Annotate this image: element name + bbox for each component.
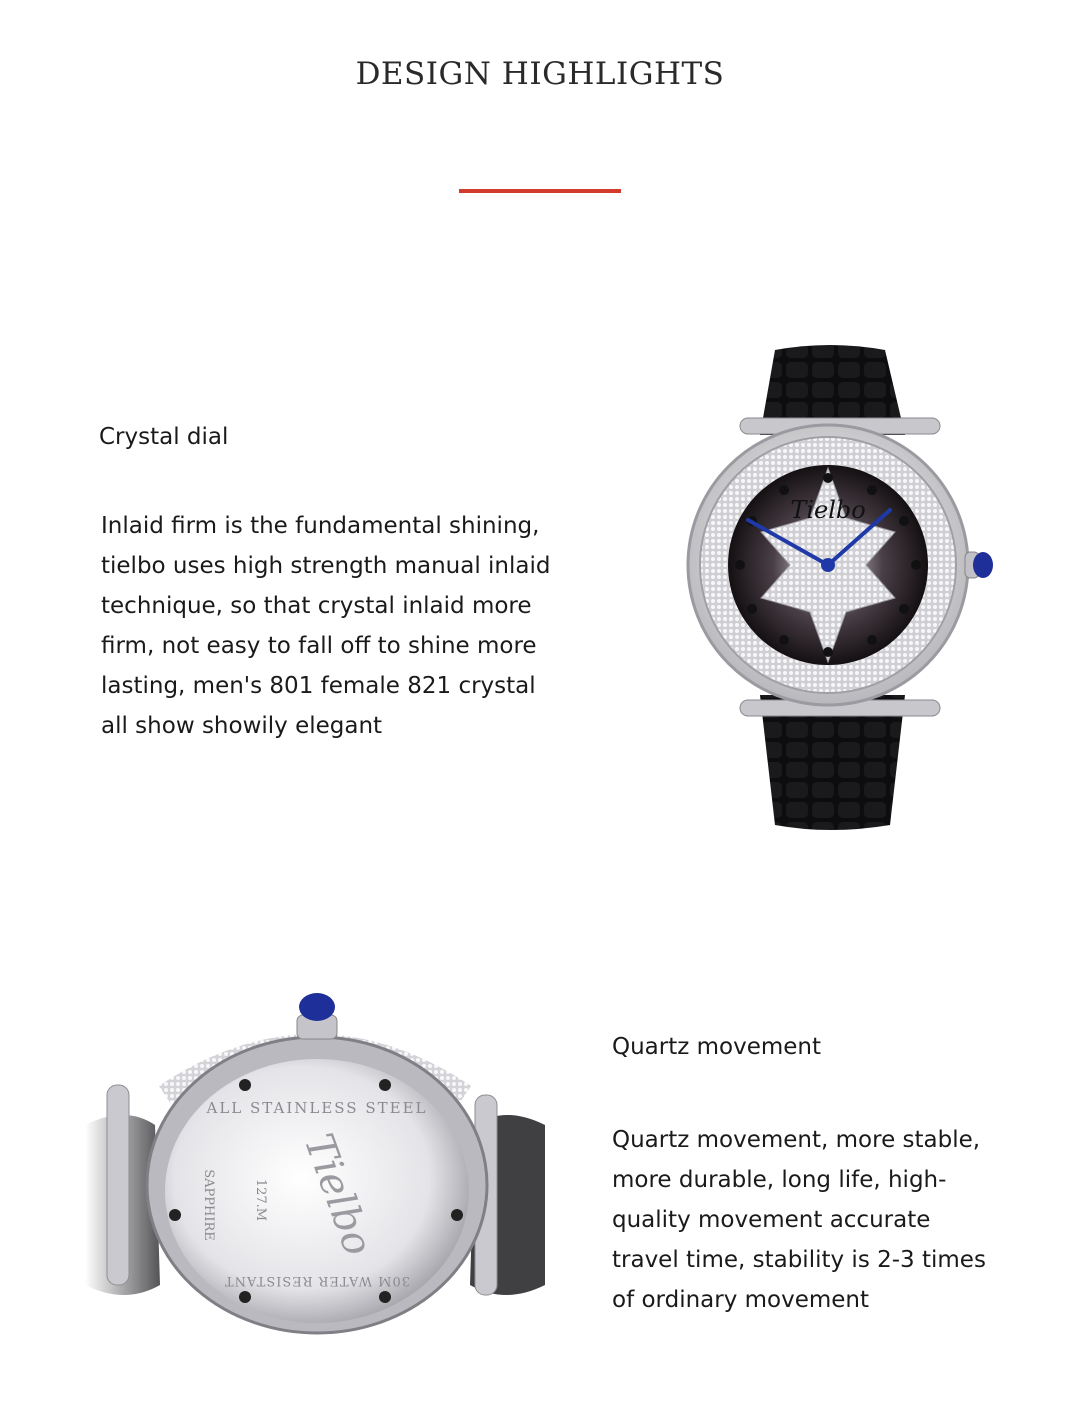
- crown-cabochon-back: [299, 993, 335, 1021]
- watch-back-image: [85, 985, 545, 1405]
- feature-title-quartz-movement: Quartz movement: [612, 1034, 822, 1060]
- feature-title-crystal-dial: Crystal dial: [99, 424, 229, 450]
- engraving-sapphire: SAPPHIRE: [201, 1169, 216, 1241]
- watch-back-illustration: [85, 985, 545, 1405]
- title-accent-rule: [459, 189, 621, 193]
- feature-description-quartz-movement: Quartz movement, more stable, more durable, long life, high-quality movement accurate travel time, stability is 2-3 times of ordinary movement: [612, 1127, 986, 1313]
- page-title: DESIGN HIGHLIGHTS: [355, 56, 725, 92]
- crown-cabochon: [973, 552, 993, 578]
- engraving-stainless: ALL STAINLESS STEEL: [206, 1099, 428, 1117]
- brand-logo: Tielbo: [790, 496, 866, 524]
- brand-logo-back: Tielbo: [294, 1127, 382, 1262]
- engraving-depth: 127.M: [253, 1178, 268, 1222]
- feature-description-crystal-dial: Inlaid firm is the fundamental shining, tielbo uses high strength manual inlaid technique, so that crystal inlaid more firm, not easy to fall off to shine more lasting, men's 801 female 821 crystal all show showily elegant: [101, 513, 551, 739]
- watch-front-illustration: [680, 340, 1010, 840]
- watch-front-image: [680, 340, 1010, 840]
- engraving-water-resistant: 30M WATER RESISTANT: [223, 1273, 411, 1288]
